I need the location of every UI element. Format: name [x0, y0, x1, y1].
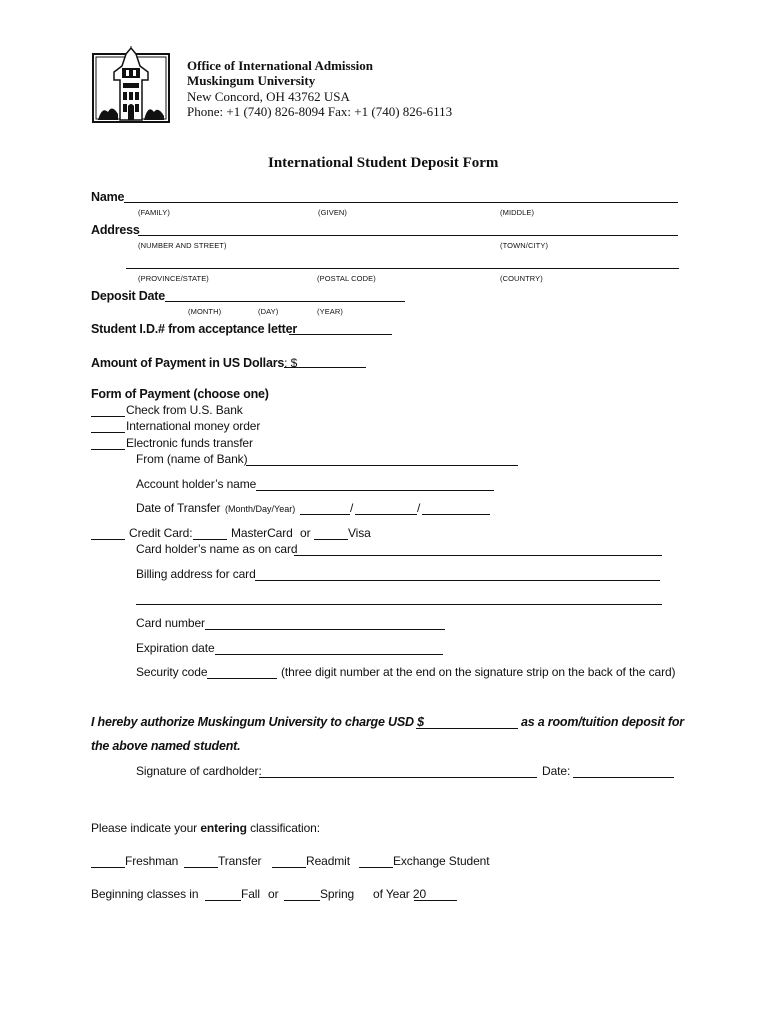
university-name: Muskingum University [187, 73, 316, 88]
mastercard-blank[interactable] [193, 539, 227, 540]
card-holder-field[interactable] [294, 555, 662, 556]
university-tower-logo [92, 46, 170, 124]
street-caption: (NUMBER AND STREET) [138, 241, 227, 250]
date-transfer-label: Date of Transfer [136, 501, 221, 515]
security-code-label: Security code [136, 665, 208, 679]
card-number-label: Card number [136, 616, 205, 630]
transfer-day-field[interactable] [355, 514, 417, 515]
security-code-field[interactable] [207, 678, 277, 679]
amount-row [91, 354, 297, 372]
freshman-option: Freshman [125, 854, 179, 868]
eft-blank[interactable] [91, 449, 125, 450]
date-format-hint: (Month/Day/Year) [225, 504, 296, 514]
spring-blank[interactable] [284, 900, 320, 901]
credit-card-blank[interactable] [91, 539, 125, 540]
signature-date-label: Date: [542, 764, 571, 778]
billing-field-1[interactable] [255, 580, 660, 581]
name-field[interactable] [124, 202, 678, 203]
exchange-option: Exchange Student [393, 854, 490, 868]
account-holder-label: Account holder’s name [136, 477, 257, 491]
card-holder-label: Card holder’s name as on card [136, 542, 298, 556]
transfer-year-field[interactable] [422, 514, 490, 515]
name-label: Name [91, 190, 125, 204]
day-caption: (DAY) [258, 307, 279, 316]
card-or: or [300, 526, 311, 540]
readmit-blank[interactable] [272, 867, 306, 868]
card-number-field[interactable] [205, 629, 445, 630]
spring-option: Spring [320, 887, 355, 901]
office-name: Office of International Admission [187, 58, 373, 73]
postal-caption: (POSTAL CODE) [317, 274, 376, 283]
security-code-note: (three digit number at the end on the signature strip on the back of the card) [281, 665, 676, 679]
money-order-blank[interactable] [91, 432, 125, 433]
slash-1: / [350, 501, 354, 515]
from-bank-label: From (name of Bank) [136, 452, 248, 466]
country-caption: (COUNTRY) [500, 274, 543, 283]
visa-blank[interactable] [314, 539, 348, 540]
beginning-label: Beginning classes in [91, 887, 199, 901]
classification-prefix: Please indicate your [91, 821, 201, 835]
amount-label: Amount of Payment in US Dollars [91, 356, 285, 370]
authorize-part2: as a room/tuition deposit for [521, 715, 684, 729]
transfer-month-field[interactable] [300, 514, 350, 515]
eft-option: Electronic funds transfer [126, 436, 253, 450]
authorize-part1: I hereby authorize Muskingum University to charge USD $ [91, 715, 424, 729]
amount-field[interactable] [284, 367, 366, 368]
given-caption: (GIVEN) [318, 208, 348, 217]
expiration-field[interactable] [215, 654, 443, 655]
month-caption: (MONTH) [188, 307, 222, 316]
province-postal-country-field[interactable] [126, 268, 679, 269]
exchange-blank[interactable] [359, 867, 393, 868]
charge-amount-field[interactable] [416, 728, 518, 729]
year-caption: (YEAR) [317, 307, 344, 316]
street-field[interactable] [138, 235, 678, 236]
check-blank[interactable] [91, 416, 125, 417]
year-field[interactable] [414, 900, 457, 901]
money-order-option: International money order [126, 419, 261, 433]
fall-blank[interactable] [205, 900, 241, 901]
freshman-blank[interactable] [91, 867, 125, 868]
deposit-date-field[interactable] [165, 301, 405, 302]
signature-field[interactable] [259, 777, 537, 778]
check-option: Check from U.S. Bank [126, 403, 243, 417]
phone-fax: Phone: +1 (740) 826-8094 Fax: +1 (740) 826-6113 [187, 104, 453, 119]
season-or: or [268, 887, 279, 901]
from-bank-field[interactable] [246, 465, 518, 466]
transfer-blank[interactable] [184, 867, 218, 868]
town-caption: (TOWN/CITY) [500, 241, 549, 250]
classification-suffix: classification: [246, 821, 320, 835]
credit-card-option: Credit Card: [129, 526, 193, 540]
mastercard-option: MasterCard [231, 526, 293, 540]
account-holder-field[interactable] [256, 490, 494, 491]
signature-label: Signature of cardholder: [136, 764, 262, 778]
fall-option: Fall [241, 887, 260, 901]
middle-caption: (MIDDLE) [500, 208, 535, 217]
student-id-field[interactable] [289, 334, 392, 335]
address-label: Address [91, 223, 140, 237]
classification-bold: entering [200, 821, 247, 835]
readmit-option: Readmit [306, 854, 350, 868]
family-caption: (FAMILY) [138, 208, 170, 217]
payment-heading: Form of Payment (choose one) [91, 387, 269, 401]
slash-2: / [417, 501, 421, 515]
student-id-label: Student I.D.# from acceptance letter [91, 322, 298, 336]
year-prefix: of Year 20 [373, 887, 427, 901]
university-address: New Concord, OH 43762 USA [187, 89, 350, 104]
authorize-line2: the above named student. [91, 739, 241, 753]
classification-prompt [91, 821, 320, 835]
billing-field-2[interactable] [136, 604, 662, 605]
deposit-date-label: Deposit Date [91, 289, 166, 303]
signature-date-field[interactable] [573, 777, 674, 778]
amount-currency: : $ [284, 356, 298, 370]
visa-option: Visa [348, 526, 371, 540]
province-caption: (PROVINCE/STATE) [138, 274, 209, 283]
form-title: International Student Deposit Form [268, 155, 499, 171]
billing-label: Billing address for card [136, 567, 256, 581]
expiration-label: Expiration date [136, 641, 215, 655]
transfer-option: Transfer [218, 854, 262, 868]
